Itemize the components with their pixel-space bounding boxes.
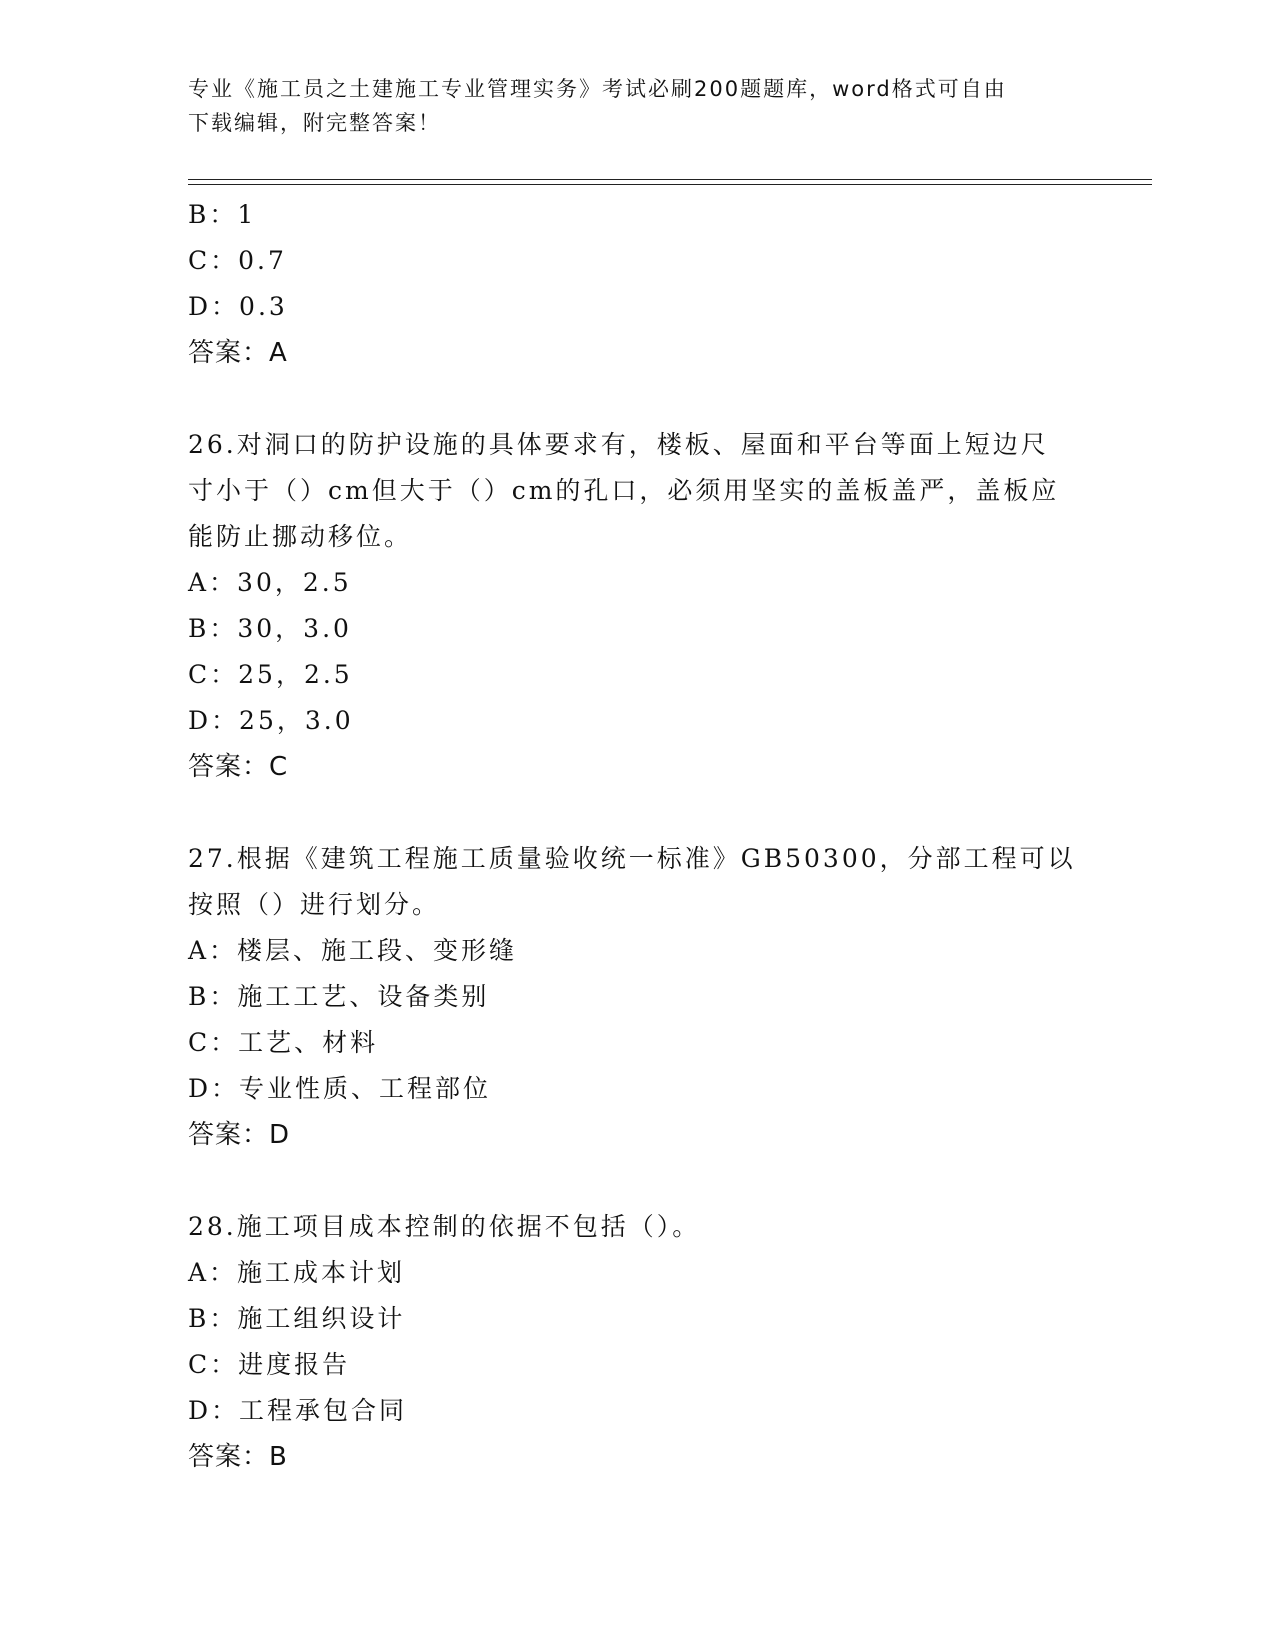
option-c: C：0.7 — [188, 246, 287, 275]
option-d: D：工程承包合同 — [188, 1396, 408, 1425]
question-text — [188, 836, 1076, 928]
header-divider-bottom — [188, 184, 1152, 185]
option-d: D：25，3.0 — [188, 706, 354, 735]
option-a: A：30，2.5 — [188, 568, 352, 597]
question-text — [188, 1204, 1068, 1250]
header-line-1: 专业《施工员之土建施工专业管理实务》考试必刷200题题库，word格式可自由 — [188, 77, 1007, 101]
option-c: C：工艺、材料 — [188, 1028, 379, 1057]
question-26 — [188, 422, 1088, 790]
option-b: B：施工组织设计 — [188, 1304, 406, 1333]
question-text-line: 26.对洞口的防护设施的具体要求有，楼板、屋面和平台等面上短边尺 — [188, 430, 1049, 459]
option-c: C：进度报告 — [188, 1350, 351, 1379]
question-text-line: 能防止挪动移位。 — [188, 522, 413, 551]
question-27 — [188, 836, 1088, 1158]
question-text-line: 27.根据《建筑工程施工质量验收统一标准》GB50300，分部工程可以 — [188, 844, 1076, 873]
question-text-line: 寸小于（）cm但大于（）cm的孔口，必须用坚实的盖板盖严，盖板应 — [188, 476, 1060, 505]
option-d: D：0.3 — [188, 292, 288, 321]
option-d: D：专业性质、工程部位 — [188, 1074, 492, 1103]
header-divider-top — [188, 179, 1152, 180]
question-28 — [188, 1204, 1088, 1480]
question-list — [188, 192, 1088, 1480]
option-b: B：30，3.0 — [188, 614, 352, 643]
question-text-line: 28.施工项目成本控制的依据不包括（）。 — [188, 1212, 701, 1241]
option-a: A：施工成本计划 — [188, 1258, 406, 1287]
answer-line: 答案：A — [188, 338, 288, 368]
answer-line: 答案：D — [188, 1120, 291, 1150]
question-text — [188, 422, 1068, 560]
document-header — [188, 72, 1068, 140]
answer-line: 答案：C — [188, 752, 289, 782]
answer-line: 答案：B — [188, 1442, 288, 1472]
previous-question-tail — [188, 192, 1088, 376]
question-text-line: 按照（）进行划分。 — [188, 890, 441, 919]
option-a: A：楼层、施工段、变形缝 — [188, 936, 518, 965]
header-line-2: 下载编辑，附完整答案！ — [188, 111, 441, 135]
option-c: C：25，2.5 — [188, 660, 353, 689]
option-b: B：1 — [188, 200, 257, 229]
option-b: B：施工工艺、设备类别 — [188, 982, 490, 1011]
